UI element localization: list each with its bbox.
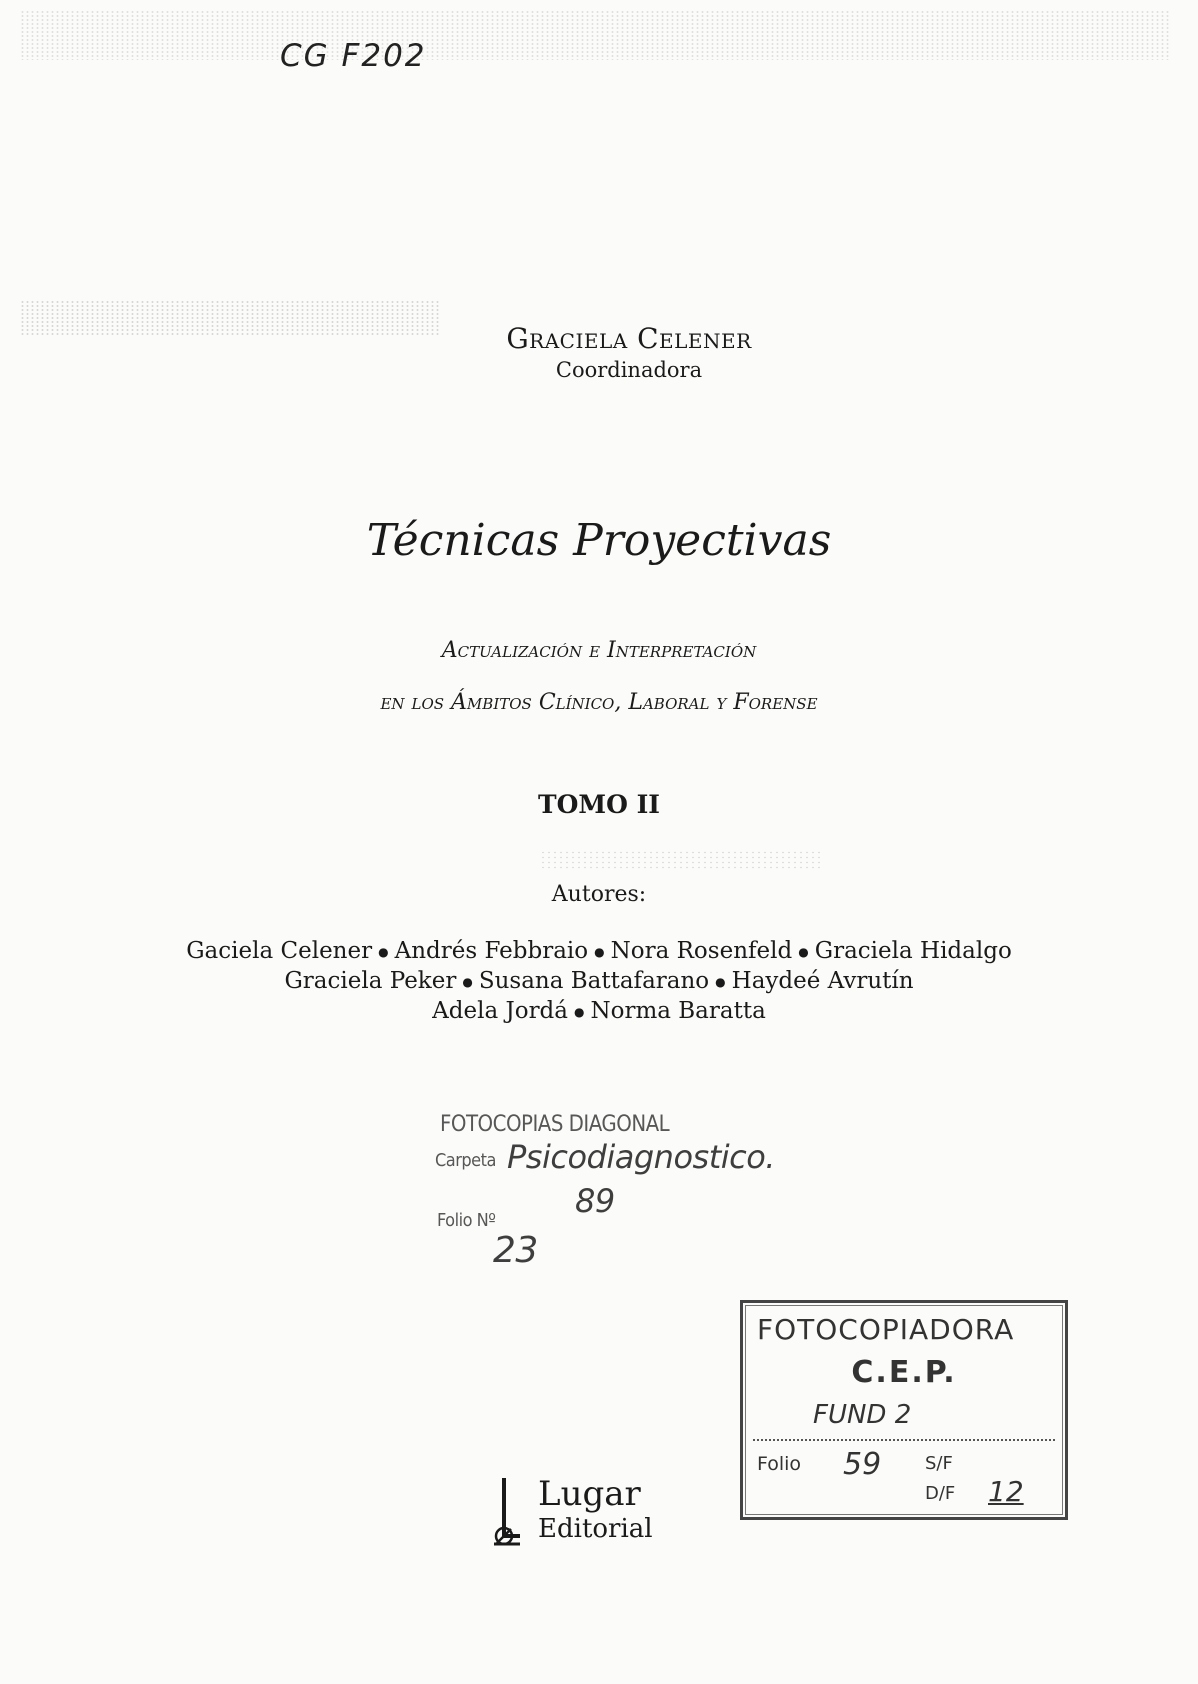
- authors-line-3: [0, 998, 1198, 1024]
- author-name: Gaciela Celener: [186, 938, 373, 964]
- box-stamp-df-label: D/F: [925, 1483, 956, 1504]
- scan-noise-top: [20, 10, 1170, 60]
- author-name: Graciela Peker: [284, 968, 457, 994]
- stamp-folio-label: Folio Nº: [437, 1210, 496, 1231]
- authors-line-2: [0, 968, 1198, 994]
- author-separator: ●: [462, 975, 473, 989]
- author-name: Haydeé Avrutín: [731, 968, 914, 994]
- stamp-header: FOTOCOPIAS DIAGONAL: [440, 1112, 670, 1137]
- box-stamp-course: FUND 2: [813, 1400, 912, 1430]
- book-volume: TOMO II: [538, 790, 660, 819]
- scan-noise-mid: [540, 850, 820, 870]
- photocopy-box-stamp: [740, 1300, 1068, 1520]
- author-name: Graciela Hidalgo: [814, 938, 1012, 964]
- book-subtitle-line1: Actualización e Interpretación: [441, 638, 757, 663]
- handwritten-reference-code: CG F202: [280, 38, 427, 74]
- book-subtitle-line2: en los Ámbitos Clínico, Laboral y Forense: [380, 690, 818, 715]
- diagonal-photocopy-stamp: [435, 1112, 835, 1272]
- box-stamp-folio-value: 59: [843, 1447, 882, 1482]
- box-stamp-header: FOTOCOPIADORA: [757, 1313, 1015, 1346]
- author-name: Susana Battafarano: [478, 968, 710, 994]
- stamp-carpeta-value: Psicodiagnostico.: [507, 1138, 775, 1176]
- author-name: Norma Baratta: [590, 998, 766, 1024]
- publisher-logo: [490, 1470, 690, 1560]
- stamp-number: 89: [575, 1182, 615, 1220]
- author-name: Adela Jordá: [432, 998, 568, 1024]
- author-separator: ●: [574, 1005, 585, 1019]
- coordinator-role: Coordinadora: [555, 358, 703, 382]
- author-name: Andrés Febbraio: [394, 938, 589, 964]
- box-stamp-sf-label: S/F: [925, 1453, 953, 1474]
- authors-line-1: [0, 938, 1198, 964]
- author-separator: ●: [378, 945, 389, 959]
- box-stamp-org: C.E.P.: [851, 1355, 957, 1390]
- author-separator: ●: [798, 945, 809, 959]
- box-stamp-divider: [753, 1439, 1055, 1441]
- coordinator-name: Graciela Celener: [506, 322, 752, 355]
- authors-heading: Autores:: [551, 882, 647, 907]
- publisher-name-line2: Editorial: [538, 1514, 653, 1544]
- box-stamp-folio-label: Folio: [757, 1453, 802, 1475]
- publisher-logo-icon: [490, 1476, 522, 1548]
- stamp-folio-value: 23: [493, 1230, 538, 1271]
- book-title: Técnicas Proyectivas: [366, 515, 832, 566]
- author-separator: ●: [715, 975, 726, 989]
- box-stamp-df-value: 12: [988, 1475, 1024, 1508]
- author-name: Nora Rosenfeld: [610, 938, 793, 964]
- stamp-carpeta-label: Carpeta: [435, 1150, 496, 1171]
- publisher-name-line1: Lugar: [538, 1474, 641, 1514]
- author-separator: ●: [594, 945, 605, 959]
